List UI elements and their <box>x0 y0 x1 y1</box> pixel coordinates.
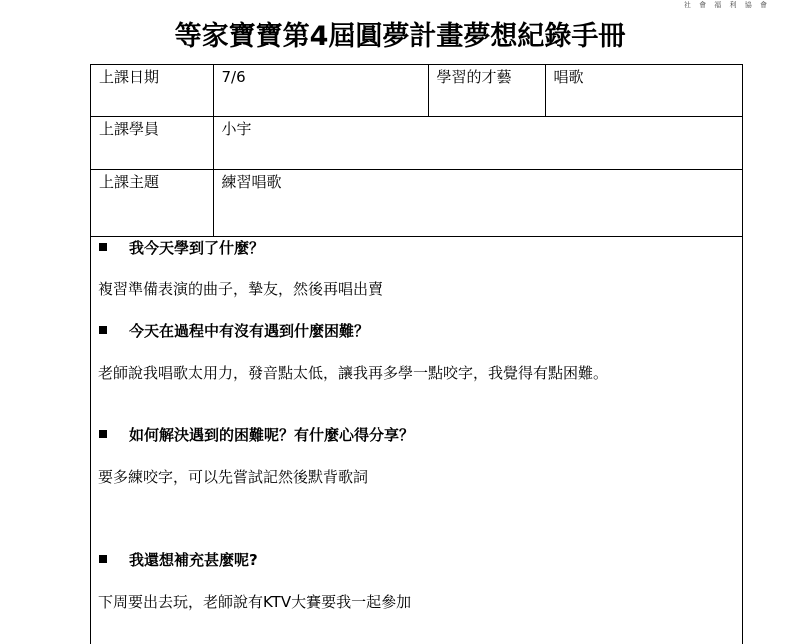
date-label: 上課日期 <box>91 65 213 116</box>
topic-value: 練習唱歌 <box>213 169 742 236</box>
talent-label: 學習的才藝 <box>428 65 545 116</box>
talent-value: 唱歌 <box>545 65 742 116</box>
square-bullet-icon <box>99 243 107 251</box>
topic-label: 上課主題 <box>91 169 213 236</box>
topic-row <box>91 169 742 236</box>
student-row <box>91 116 742 169</box>
organization-mark: 社 會 福 利 協 會 <box>683 1 770 9</box>
answer-learned: 複習準備表演的曲子，摯友，然後再唱出賣 <box>98 280 384 298</box>
answer-additional: 下周要出去玩，老師說有KTV大賽要我一起參加 <box>98 593 412 611</box>
answer-solution: 要多練咬字，可以先嘗試記然後默背歌詞 <box>98 468 369 486</box>
student-label: 上課學員 <box>91 116 213 169</box>
square-bullet-icon <box>99 326 107 334</box>
question-solution: 如何解決遇到的困難呢？有什麼心得分享？ <box>99 424 414 445</box>
square-bullet-icon <box>99 555 107 563</box>
info-table <box>91 65 742 237</box>
page-title: 等家寶寶第4屆圓夢計畫夢想紀錄手冊 <box>174 21 626 52</box>
record-sheet <box>90 64 743 644</box>
date-value: 7/6 <box>213 65 428 116</box>
question-learned: 我今天學到了什麼？ <box>99 237 264 258</box>
student-value: 小宇 <box>213 116 742 169</box>
question-difficulty: 今天在過程中有沒有遇到什麼困難？ <box>99 320 369 341</box>
date-row <box>91 65 742 116</box>
square-bullet-icon <box>99 430 107 438</box>
answer-difficulty: 老師說我唱歌太用力，發音點太低，讓我再多學一點咬字，我覺得有點困難。 <box>98 364 609 382</box>
question-additional: 我還想補充甚麼呢? <box>99 549 258 570</box>
